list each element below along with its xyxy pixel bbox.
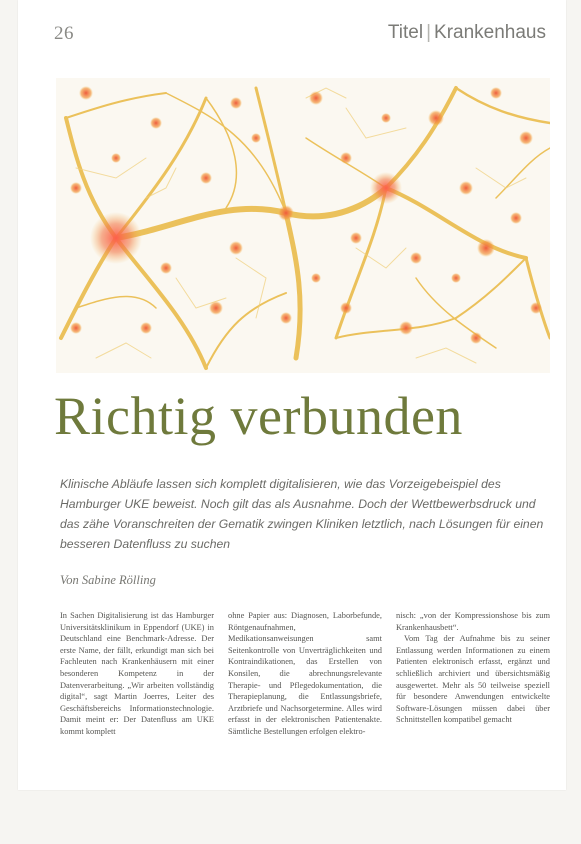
- body-paragraph: In Sachen Digitalisierung ist das Hamburger Universitätsklinikum in Eppendorf (UKE) in Deutschland eine Benchmark-Adresse. Der erste Name, der fällt, erkundigt man sich bei Fachleuten nach Krankenhäusern mit einer besonderen Kompetenz in der Datenverarbeitung. „Wir arbeiten vollständig digital“, sagt Martin Joerres, Leiter des Geschäftsbereichs Informationstechnologie. Damit meint er: Der Datenfluss am UKE kommt komplett: [60, 611, 214, 736]
- section-separator: |: [426, 22, 432, 43]
- section-title: [388, 22, 546, 44]
- hero-image: [56, 78, 550, 373]
- body-column-2: [228, 610, 382, 760]
- body-paragraph: nisch: „von der Kompressionshose bis zum Krankenhausbett“.: [396, 611, 550, 632]
- subsection-label: Krankenhaus: [434, 22, 546, 43]
- magazine-page: [18, 0, 566, 790]
- article-lead: Klinische Abläufe lassen sich komplett digitalisieren, wie das Vorzeigebeispiel des Hamburger UKE beweist. Noch gilt das als Ausnahme. Doch der Wettbewerbsdruck und das zähe Voranschreiten der Gematik zwingen Kliniken letztlich, nach Lösungen für einen besseren Datenfluss zu suchen: [60, 477, 544, 551]
- article-body: [60, 610, 550, 760]
- body-paragraph: Vom Tag der Aufnahme bis zu seiner Entlassung werden Informationen zu einem Patienten elektronisch erfasst, ergänzt und schließlich archiviert und übersichtsmäßig ausgewertet. Mehr als 50 teilweise speziell für besondere Anwendungen entwickelte Software-Lösungen müssen dabei über Schnittstellen kompatibel gemacht: [396, 634, 550, 725]
- neuron-network-icon: [56, 78, 550, 373]
- body-column-1: [60, 610, 214, 760]
- body-column-3: [396, 610, 550, 760]
- section-label: Titel: [387, 22, 424, 43]
- article-headline: Richtig verbunden: [54, 386, 463, 446]
- body-paragraph: ohne Papier aus: Diagnosen, Laborbefunde, Röntgenaufnahmen, Medikationsanweisungen samt Seitenkontrolle von Unverträglichkeiten und Kontraindikationen, das Erstellen von Konsilen, die abrechnungsrelevante Therapie- und Pflegedokumentation, die Therapieplanung, die Entlassungsbriefe, Arztbriefe und Nachsorgetermine. Alles wird erfasst in der elektronischen Patientenakte. Sämtliche Bestellungen erfolgen elektro-: [228, 611, 382, 736]
- page-number: 26: [54, 23, 74, 44]
- article-author: Von Sabine Rölling: [60, 573, 156, 587]
